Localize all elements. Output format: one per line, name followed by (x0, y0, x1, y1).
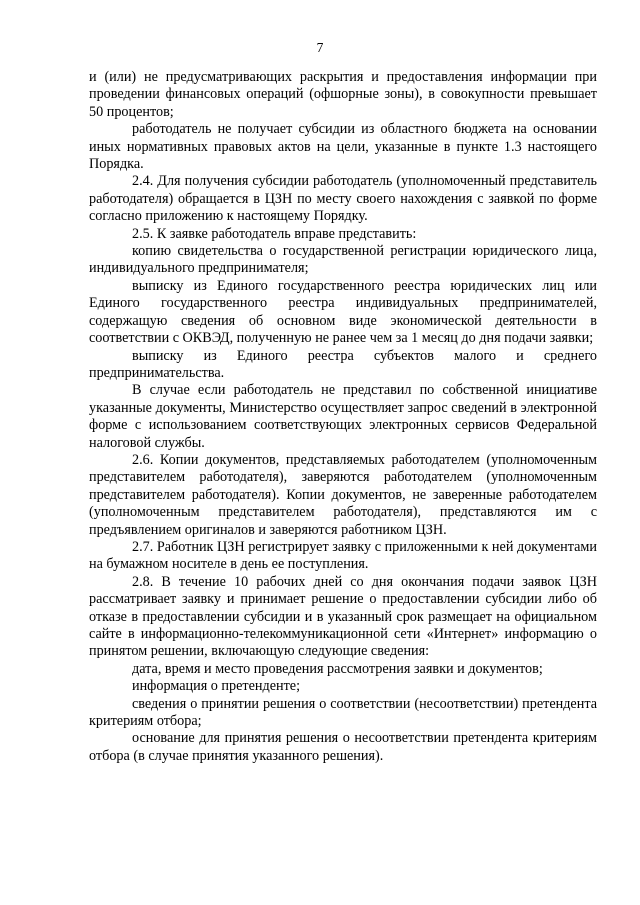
paragraph: 2.4. Для получения субсидии работодатель (уполномоченный представитель работодателя) обращается в ЦЗН по месту своего нахождения с заявкой по форме согласно приложению к настоящему Порядку. (89, 173, 597, 225)
paragraph: и (или) не предусматривающих раскрытия и предоставления информации при проведении финансовых операций (офшорные зоны), в совокупности превышает 50 процентов; (89, 69, 597, 120)
paragraph: В случае если работодатель не представил по собственной инициативе указанные документы, Министерство осуществляет запрос сведений в электронной форме с использованием соответствующих электронных сервисов Федеральной налоговой службы. (89, 382, 597, 451)
paragraph: дата, время и место проведения рассмотрения заявки и документов; (132, 660, 543, 677)
page-number: 7 (316, 40, 324, 55)
paragraph: 2.8. В течение 10 рабочих дней со дня окончания подачи заявок ЦЗН рассматривает заявку и принимает решение о предоставлении субсидии либо об отказе в предоставлении субсидии и в указанный срок размещает на официальном сайте в информационно-телекоммуникационной сети «Интернет» информацию о принятом решении, включающую следующие сведения: (89, 573, 597, 660)
paragraph: копию свидетельства о государственной регистрации юридического лица, индивидуального предпринимателя; (89, 243, 597, 277)
paragraph: информация о претенденте; (132, 678, 301, 695)
paragraph: 2.5. К заявке работодатель вправе представить: (132, 225, 417, 242)
paragraph: работодатель не получает субсидии из областного бюджета на основании иных нормативных правовых актов на цели, указанные в пункте 1.3 настоящего Порядка. (89, 121, 597, 173)
paragraph: основание для принятия решения о несоответствии претендента критериям отбора (в случае принятия указанного решения). (89, 730, 597, 764)
paragraph: выписку из Единого реестра субъектов малого и среднего предпринимательства. (89, 347, 597, 381)
paragraph: сведения о принятии решения о соответствии (несоответствии) претендента критериям отбора; (89, 695, 597, 730)
paragraph: 2.6. Копии документов, представляемых работодателем (уполномоченным представителем работодателя), заверяются работодателем (уполномоченным представителем работодателя). Копии документов, не заверенные работодателем (уполномоченным представителем работодателя), представляются им с предъявлением оригиналов и заверяются работником ЦЗН. (89, 451, 597, 538)
paragraph: выписку из Единого государственного реестра юридических лиц или Единого государственного реестра индивидуальных предпринимателей, содержащую сведения об основном виде экономической деятельности в соответствии с ОКВЭД, полученную не ранее чем за 1 месяц до дня подачи заявки; (89, 277, 597, 347)
document-body (89, 69, 597, 765)
paragraph: 2.7. Работник ЦЗН регистрирует заявку с приложенными к ней документами на бумажном носителе в день ее поступления. (89, 538, 597, 573)
